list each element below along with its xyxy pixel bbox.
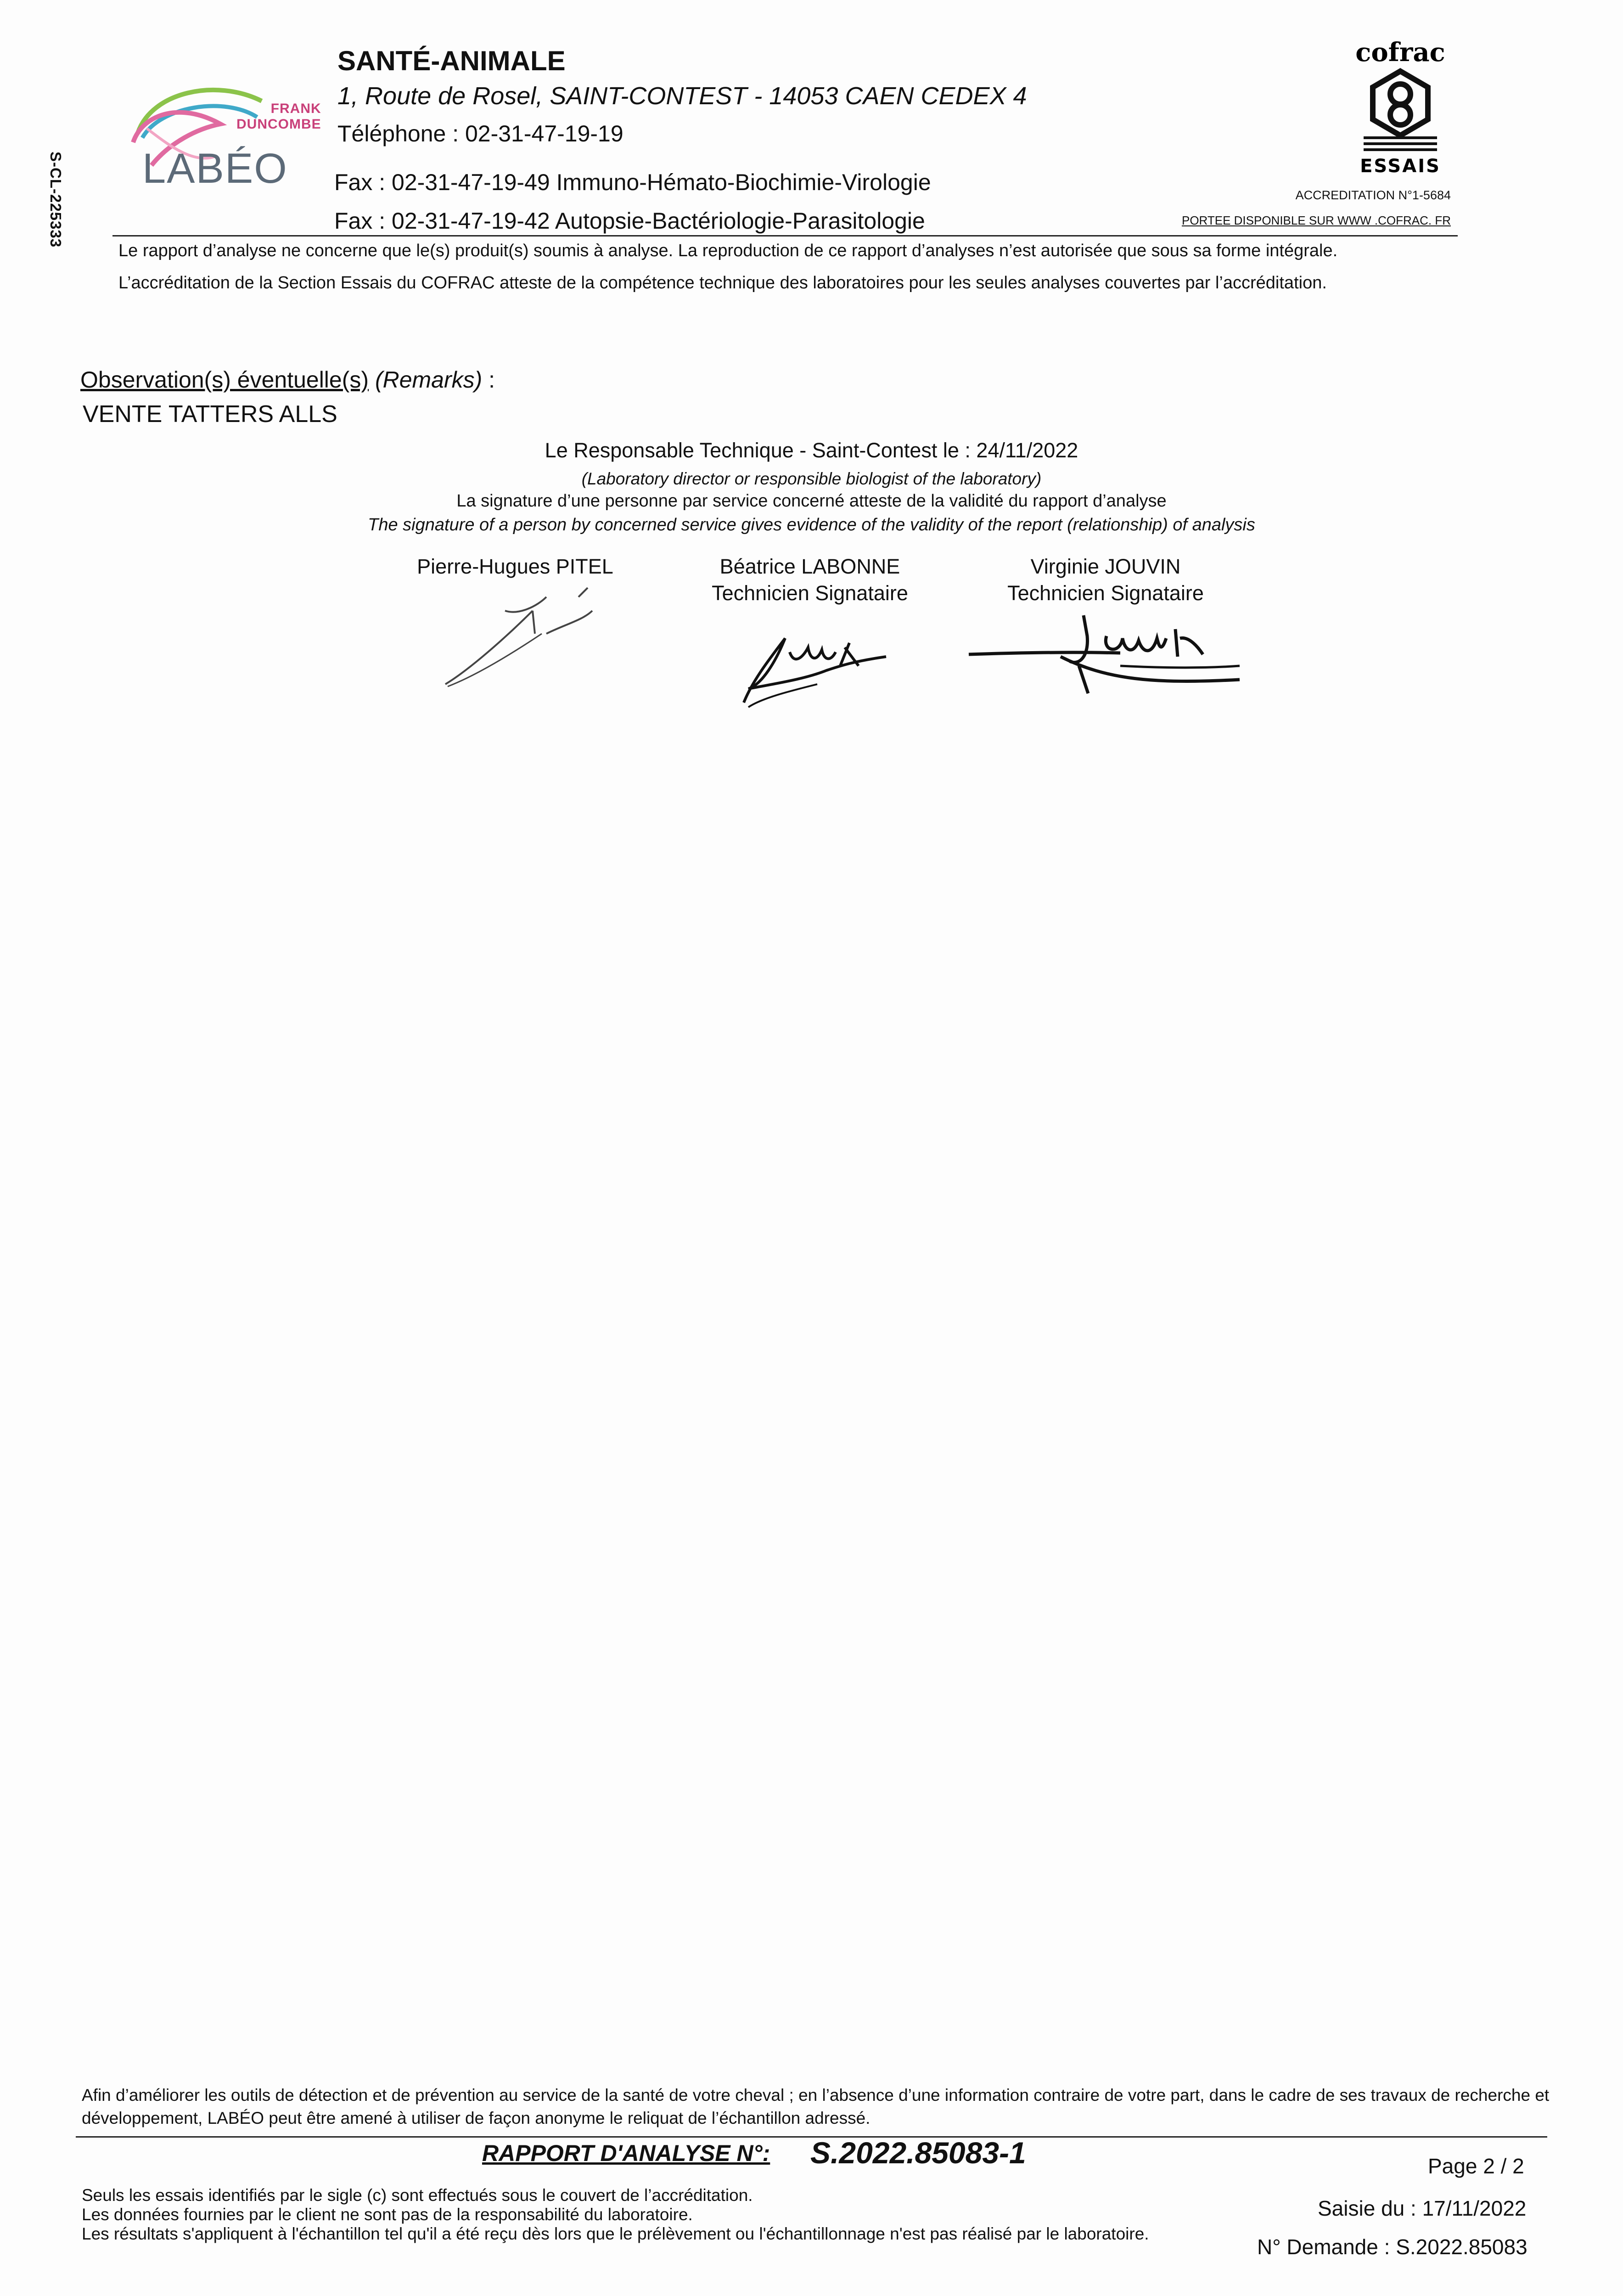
signer-name: Béatrice LABONNE <box>719 555 900 578</box>
entry-date: Saisie du : 17/11/2022 <box>1318 2196 1527 2220</box>
signature-statement-fr: La signature d’une personne par service concerné atteste de la validité du rapport d’analyse <box>456 491 1167 511</box>
signer-2 <box>672 553 948 607</box>
lab-phone: Téléphone : 02-31-47-19-19 <box>337 121 623 146</box>
footer-line: Seuls les essais identifiés par le sigle (c) sont effectués sous le couvert de l’accréditation. <box>82 2186 753 2205</box>
footer-note: Afin d’améliorer les outils de détection et de prévention au service de la santé de votre cheval ; en l’absence d’une information contraire de votre part, dans le cadre de ses travaux de recherche et développement, LABÉO peut être amené à utiliser de façon anonyme le reliquat de l’échantillon adressé. <box>82 2086 1550 2127</box>
side-reference-code: S-CL-225333 <box>47 152 64 248</box>
signer-1 <box>377 553 653 580</box>
signature-statement-en: The signature of a person by concerned service gives evidence of the validity of the report (relationship) of analysis <box>368 515 1255 535</box>
signature-labonne <box>735 611 891 712</box>
responsible-line: Le Responsable Technique - Saint-Contest le : 24/11/2022 <box>545 439 1078 462</box>
lab-address: 1, Route de Rosel, SAINT-CONTEST - 14053 CAEN CEDEX 4 <box>337 82 1027 110</box>
header-divider <box>112 235 1458 236</box>
request-number: N° Demande : S.2022.85083 <box>1257 2235 1528 2259</box>
cofrac-logo <box>1354 39 1446 177</box>
signer-name: Virginie JOUVIN <box>1030 555 1181 578</box>
signer-3 <box>968 553 1243 607</box>
footer-line: Les données fournies par le client ne sont pas de la responsabilité du laboratoire. <box>82 2205 693 2224</box>
svg-text:cofrac: cofrac <box>1355 39 1445 68</box>
signature-jouvin <box>969 611 1244 703</box>
logo-wordmark: LABÉO <box>142 145 288 192</box>
signature-pitel <box>441 583 606 693</box>
lab-fax-2: Fax : 02-31-47-19-42 Autopsie-Bactériologie-Parasitologie <box>334 208 925 234</box>
report-number: S.2022.85083-1 <box>810 2136 1026 2170</box>
cofrac-link[interactable]: PORTEE DISPONIBLE SUR WWW .COFRAC. FR <box>1181 214 1451 227</box>
signer-name: Pierre-Hugues PITEL <box>417 555 613 578</box>
lab-name: SANTÉ-ANIMALE <box>337 45 566 76</box>
report-number-label: RAPPORT D'ANALYSE N°: <box>482 2140 770 2166</box>
accreditation-number: ACCREDITATION N°1-5684 <box>1295 188 1451 202</box>
logo-subtitle: FRANK DUNCOMBE <box>236 101 321 132</box>
footer-lines <box>82 2186 1149 2244</box>
signer-role: Technicien Signataire <box>712 581 908 605</box>
signer-role: Technicien Signataire <box>1007 581 1204 605</box>
disclaimer-1: Le rapport d’analyse ne concerne que le(s) produit(s) soumis à analyse. La reproduction de ce rapport d’analyses n’est autorisée que sous sa forme intégrale. <box>118 241 1338 260</box>
observations-value: VENTE TATTERS ALLS <box>83 401 337 428</box>
page-indicator: Page 2 / 2 <box>1428 2154 1524 2178</box>
svg-text:ESSAIS: ESSAIS <box>1360 156 1441 177</box>
lab-fax-1: Fax : 02-31-47-19-49 Immuno-Hémato-Biochimie-Virologie <box>334 169 931 195</box>
responsible-line-en: (Laboratory director or responsible biologist of the laboratory) <box>581 469 1042 488</box>
disclaimer-2: L’accréditation de la Section Essais du COFRAC atteste de la compétence technique des laboratoires pour les seules analyses couvertes par l’accréditation. <box>118 273 1327 293</box>
observations-label: Observation(s) éventuelle(s) (Remarks) : <box>80 367 495 393</box>
footer-line: Les résultats s'appliquent à l'échantillon tel qu'il a été reçu dès lors que le prélèvement ou l'échantillonnage n'est pas réalisé par le laboratoire. <box>82 2224 1149 2243</box>
